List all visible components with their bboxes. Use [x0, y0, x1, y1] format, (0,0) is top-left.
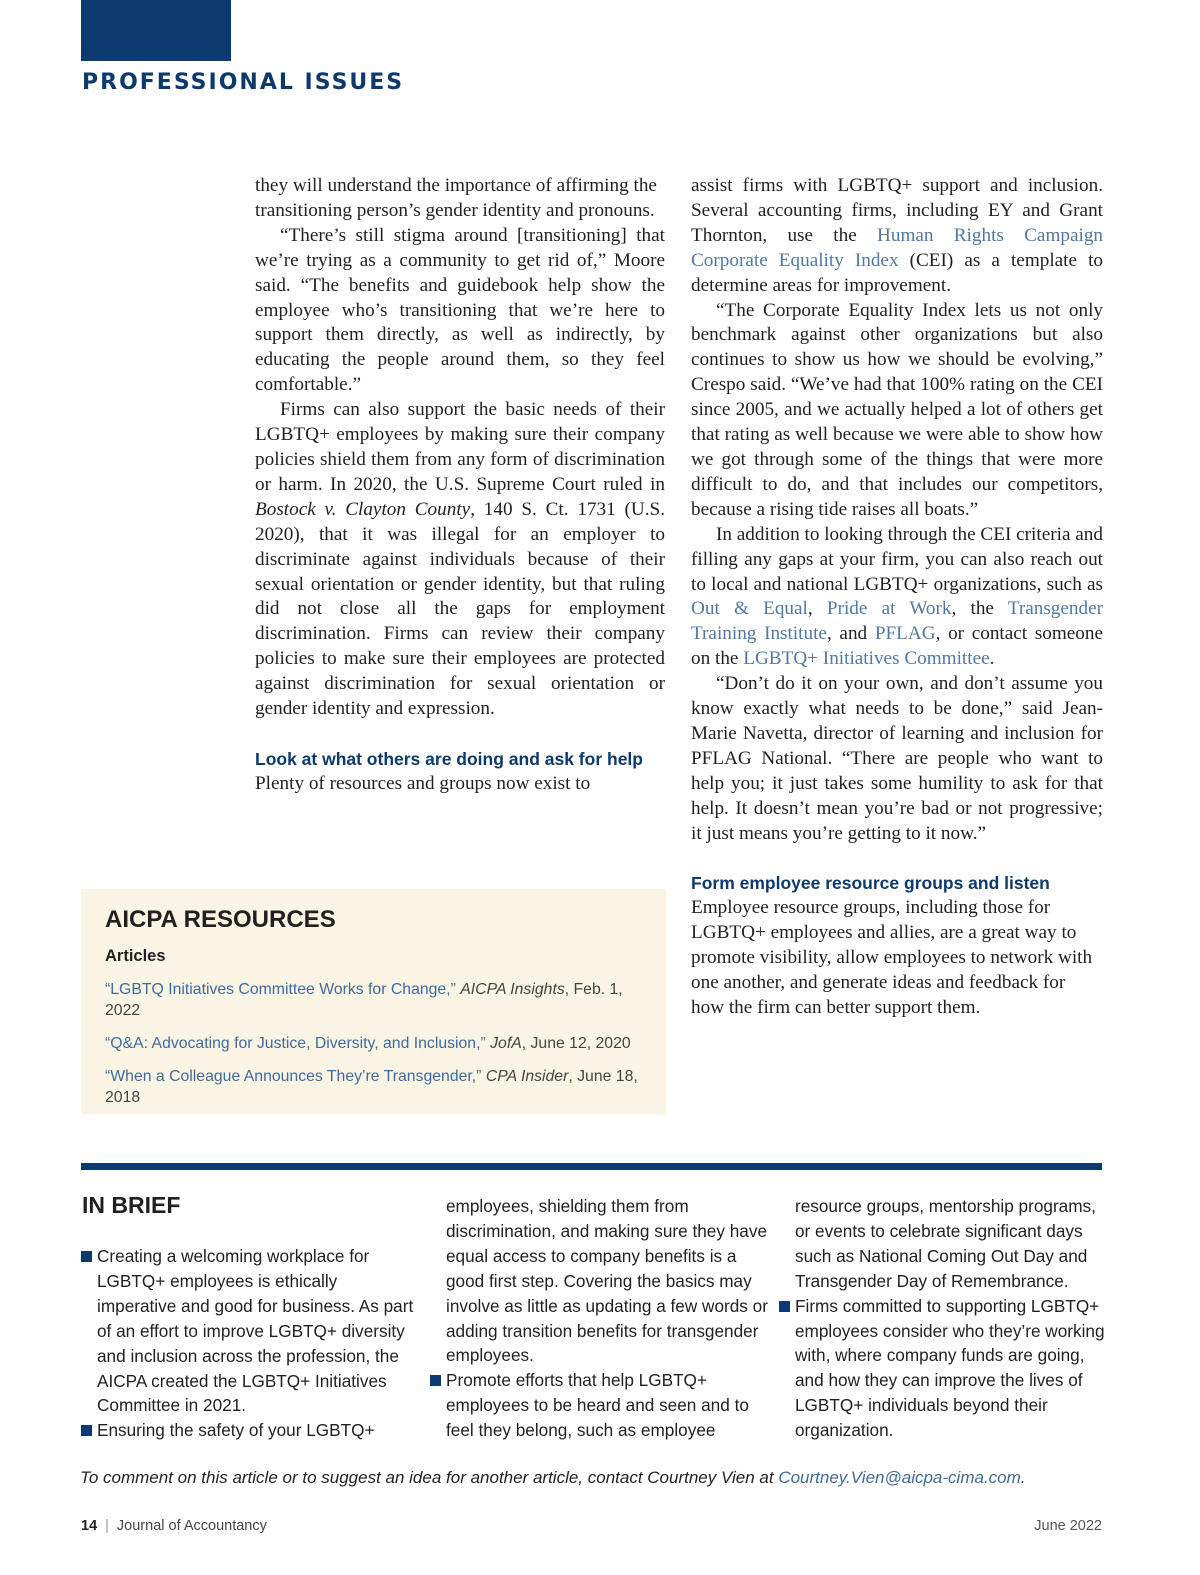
paragraph: “There’s still stigma around [transitioning] that we’re trying as a community to get rid of,” Moore said. “The benefits and guidebook help show the employee who’s transitioning that we’re here to support them directly, as well as indirectly, by educating the people around them, so they feel comfortable.”: [255, 224, 665, 396]
paragraph: they will understand the importance of affirming the transitioning person’s gender identity and pronouns.: [255, 175, 657, 221]
paragraph: [255, 398, 665, 722]
resource-source: CPA Insider: [485, 1068, 569, 1085]
issue-date: June 2022: [1034, 1518, 1102, 1534]
subheading: Look at what others are doing and ask for help: [255, 748, 643, 769]
bullet-text: Creating a welcoming workplace for LGBTQ+ employees is ethically imperative and good for business. As part of an effort to improve LGBTQ+ diversity and inclusion across the profession, the AICPA created the LGBTQ+ Initiatives Committee in 2021.: [97, 1246, 414, 1416]
link-out-and-equal[interactable]: Out & Equal: [691, 598, 808, 620]
page-number: 14: [81, 1518, 98, 1534]
comment-text: To comment on this article or to suggest an idea for another article, contact Courtney Vien at: [80, 1468, 779, 1487]
page-footer: [81, 1518, 267, 1534]
in-brief-divider: [81, 1163, 1102, 1170]
case-name: Bostock v. Clayton County: [255, 498, 471, 520]
article-column-left: [255, 174, 665, 797]
resource-item: [105, 1033, 654, 1054]
paragraph: “Don’t do it on your own, and don’t assume you know exactly what needs to be done,” said Jean-Marie Navetta, director of learning and inclusion for PFLAG National. “There are people who want to help you; it just takes some humility to ask for that help. It doesn’t mean you’re bad or not progressive; it just means you’re getting to it now.”: [691, 673, 1103, 844]
square-bullet-icon: [81, 1251, 92, 1262]
bullet-continuation: employees, shielding them from discrimination, and making sure they have equal access to company benefits is a good first step. Covering the basics may involve as little as updating a few words or adding transition benefits for transgender employees.: [446, 1196, 768, 1366]
text-run: , and: [826, 623, 875, 645]
link-pride-at-work[interactable]: Pride at Work: [826, 598, 952, 620]
resources-title: AICPA RESOURCES: [105, 906, 336, 933]
square-bullet-icon: [779, 1301, 790, 1312]
spacer: [255, 722, 665, 747]
paragraph: [691, 174, 1103, 299]
paragraph: Employee resource groups, including those for LGBTQ+ employees and allies, are a great way to promote visibility, allow employees to network with one another, and generate ideas and feedback for how the firm can better support them.: [691, 897, 1093, 1018]
bullet-continuation: resource groups, mentorship programs, or events to celebrate significant days such as National Coming Out Day and Transgender Day of Remembrance.: [795, 1196, 1096, 1291]
comment-line: [80, 1466, 1026, 1490]
text-run: , or contact someone on the: [691, 623, 1103, 670]
in-brief-column-1: [81, 1244, 416, 1443]
resource-source: JofA: [490, 1035, 522, 1052]
bullet-text: Ensuring the safety of your LGBTQ+: [97, 1420, 375, 1441]
bullet-text: Firms committed to supporting LGBTQ+ employees consider who they’re working with, where company funds are going, and how they can improve the lives of LGBTQ+ individuals beyond their organization.: [795, 1295, 1105, 1441]
header-color-block: [81, 0, 231, 61]
bullet-item: [430, 1368, 770, 1443]
resource-item: [105, 979, 654, 1021]
text-run: .: [989, 648, 995, 670]
article-column-right: [691, 174, 1103, 1021]
text-run: , the: [951, 598, 1008, 620]
bullet-text: Promote efforts that help LGBTQ+ employees to be heard and seen and to feel they belong, such as employee: [446, 1370, 749, 1441]
paragraph: Plenty of resources and groups now exist to: [255, 772, 591, 794]
resource-link[interactable]: “Q&A: Advocating for Justice, Diversity, and Inclusion,”: [105, 1035, 486, 1052]
paragraph: [691, 523, 1103, 672]
text-run: , 140 S. Ct. 1731 (U.S. 2020), that it was illegal for an employer to discriminate against individuals because of their sexual orientation or gender identity, but that ruling did not close all the gaps for employment discrimination. Firms can review their company policies to make sure their employees are protected against discrimination for sexual orientation or gender identity and expression.: [255, 498, 666, 720]
footer-separator: |: [105, 1518, 109, 1534]
in-brief-column-3: [779, 1194, 1109, 1443]
in-brief-column-2: [430, 1194, 770, 1443]
square-bullet-icon: [81, 1425, 92, 1436]
text-run: ,: [807, 598, 827, 620]
resource-date: , June 18, 2018: [105, 1068, 638, 1106]
resource-item: [105, 1066, 654, 1108]
link-hrc-cei[interactable]: Human Rights Campaign Corporate Equality Index: [691, 224, 1104, 271]
text-run: Firms can also support the basic needs of their LGBTQ+ employees by making sure their company policies shield them from any form of discrimination or harm. In 2020, the U.S. Supreme Court ruled in: [255, 399, 665, 495]
bullet-item: [81, 1418, 416, 1443]
text-run: (CEI) as a template to determine areas for improvement.: [691, 249, 1104, 296]
text-run: assist firms with LGBTQ+ support and inclusion. Several accounting firms, including EY and Grant Thornton, use the: [691, 175, 1103, 246]
link-transgender-training-institute[interactable]: Transgender Training Institute: [691, 598, 1104, 645]
resource-source: AICPA Insights: [460, 981, 565, 998]
text-run: In addition to looking through the CEI criteria and filling any gaps at your firm, you can also reach out to local and national LGBTQ+ organizations, such as: [691, 523, 1103, 595]
section-label: PROFESSIONAL ISSUES: [82, 70, 405, 95]
paragraph: “The Corporate Equality Index lets us not only benchmark against other organizations but also continues to show us how we should be evolving,” Crespo said. “We’ve had that 100% rating on the CEI since 2005, and we actually helped a lot of others get that rating as well because we were able to show how we got through some of the things that were more difficult to do, and that includes our competitors, because a rising tide raises all boats.”: [691, 299, 1103, 520]
spacer: [691, 846, 1103, 871]
bullet-item: [81, 1244, 416, 1418]
aicpa-resources-box: [81, 889, 666, 1114]
square-bullet-icon: [430, 1375, 441, 1386]
bullet-item: [779, 1294, 1109, 1443]
in-brief-title: IN BRIEF: [82, 1192, 181, 1218]
resource-link[interactable]: “When a Colleague Announces They’re Transgender,”: [105, 1068, 482, 1085]
resource-date: , Feb. 1, 2022: [105, 981, 623, 1019]
resource-date: , June 12, 2020: [521, 1035, 631, 1052]
resource-link[interactable]: “LGBTQ Initiatives Committee Works for Change,”: [105, 981, 456, 998]
email-link[interactable]: Courtney.Vien@aicpa-cima.com: [778, 1468, 1021, 1487]
link-lgbtq-initiatives-committee[interactable]: LGBTQ+ Initiatives Committee: [743, 648, 990, 670]
comment-end: .: [1020, 1468, 1026, 1487]
resources-subtitle: Articles: [105, 947, 166, 965]
subheading: Form employee resource groups and listen: [691, 873, 1050, 894]
link-pflag[interactable]: PFLAG: [874, 623, 936, 645]
publication-name: Journal of Accountancy: [116, 1518, 267, 1534]
